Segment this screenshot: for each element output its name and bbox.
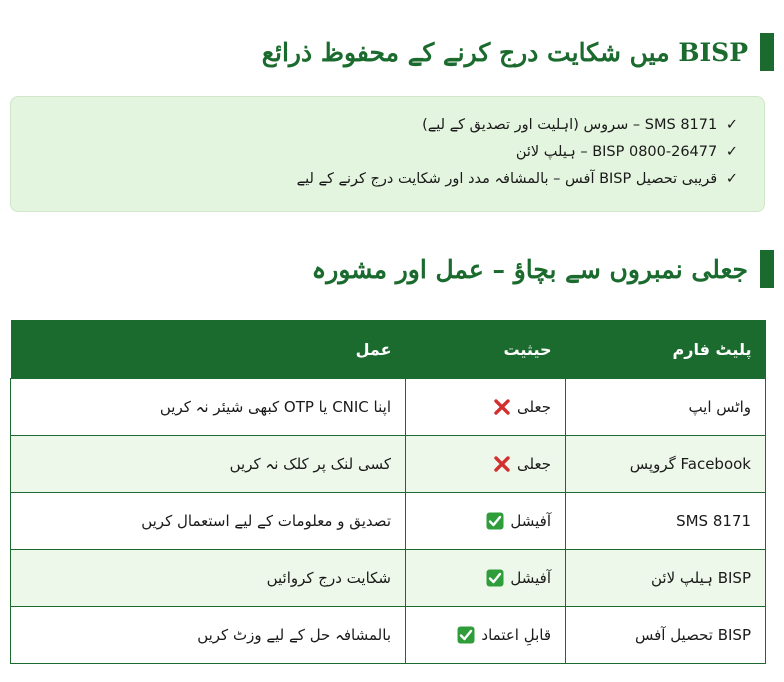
checkbox-icon (457, 626, 475, 644)
info-item-text: SMS 8171 – سروس (اہلیت اور تصدیق کے لیے) (422, 117, 718, 133)
info-item (11, 166, 738, 193)
table-row (11, 550, 766, 607)
section-title: جعلی نمبروں سے بچاؤ – عمل اور مشورہ (311, 254, 748, 284)
info-item-text: قریبی تحصیل BISP آفس – بالمشافہ مدد اور شکایت درج کرنے کے لیے (296, 171, 718, 187)
cell-platform: SMS 8171 (566, 493, 766, 550)
cross-icon (493, 455, 511, 473)
status-text: جعلی (517, 455, 551, 473)
cell-platform: واٹس ایپ (566, 379, 766, 436)
cell-action: شکایت درج کروائیں (11, 550, 406, 607)
cell-action: تصدیق و معلومات کے لیے استعمال کریں (11, 493, 406, 550)
table-row (11, 493, 766, 550)
table-row (11, 379, 766, 436)
cell-action: بالمشافہ حل کے لیے وزٹ کریں (11, 607, 406, 664)
cell-status (406, 436, 566, 493)
check-icon: ✓ (725, 144, 738, 160)
cell-platform: BISP ہیلپ لائن (566, 550, 766, 607)
info-item (11, 112, 738, 139)
status-text: قابلِ اعتماد (481, 626, 551, 644)
table-row (11, 607, 766, 664)
info-item-text: BISP 0800-26477 – ہیلپ لائن (515, 144, 718, 160)
section-title: BISP میں شکایت درج کرنے کے محفوظ ذرائع (261, 37, 748, 67)
status-text: جعلی (517, 398, 551, 416)
cell-status (406, 379, 566, 436)
header-action: عمل (11, 320, 406, 379)
section-heading-fake-numbers (312, 250, 774, 288)
status-text: آفیشل (510, 512, 551, 530)
info-item (11, 139, 738, 166)
cross-icon (493, 398, 511, 416)
cell-status (406, 607, 566, 664)
table-row (11, 436, 766, 493)
header-platform: پلیٹ فارم (566, 320, 766, 379)
cell-action: اپنا CNIC یا OTP کبھی شیئر نہ کریں (11, 379, 406, 436)
status-text: آفیشل (510, 569, 551, 587)
checkbox-icon (486, 569, 504, 587)
check-icon: ✓ (725, 171, 738, 187)
header-status: حیثیت (406, 320, 566, 379)
info-box (10, 96, 765, 212)
platform-table (10, 320, 766, 664)
check-icon: ✓ (725, 117, 738, 133)
heading-accent-bar (760, 250, 774, 288)
cell-status (406, 493, 566, 550)
section-heading-safe-channels (262, 33, 774, 71)
cell-platform: Facebook گروپس (566, 436, 766, 493)
heading-accent-bar (760, 33, 774, 71)
cell-action: کسی لنک پر کلک نہ کریں (11, 436, 406, 493)
table-header-row (11, 320, 766, 379)
checkbox-icon (486, 512, 504, 530)
cell-platform: BISP تحصیل آفس (566, 607, 766, 664)
cell-status (406, 550, 566, 607)
